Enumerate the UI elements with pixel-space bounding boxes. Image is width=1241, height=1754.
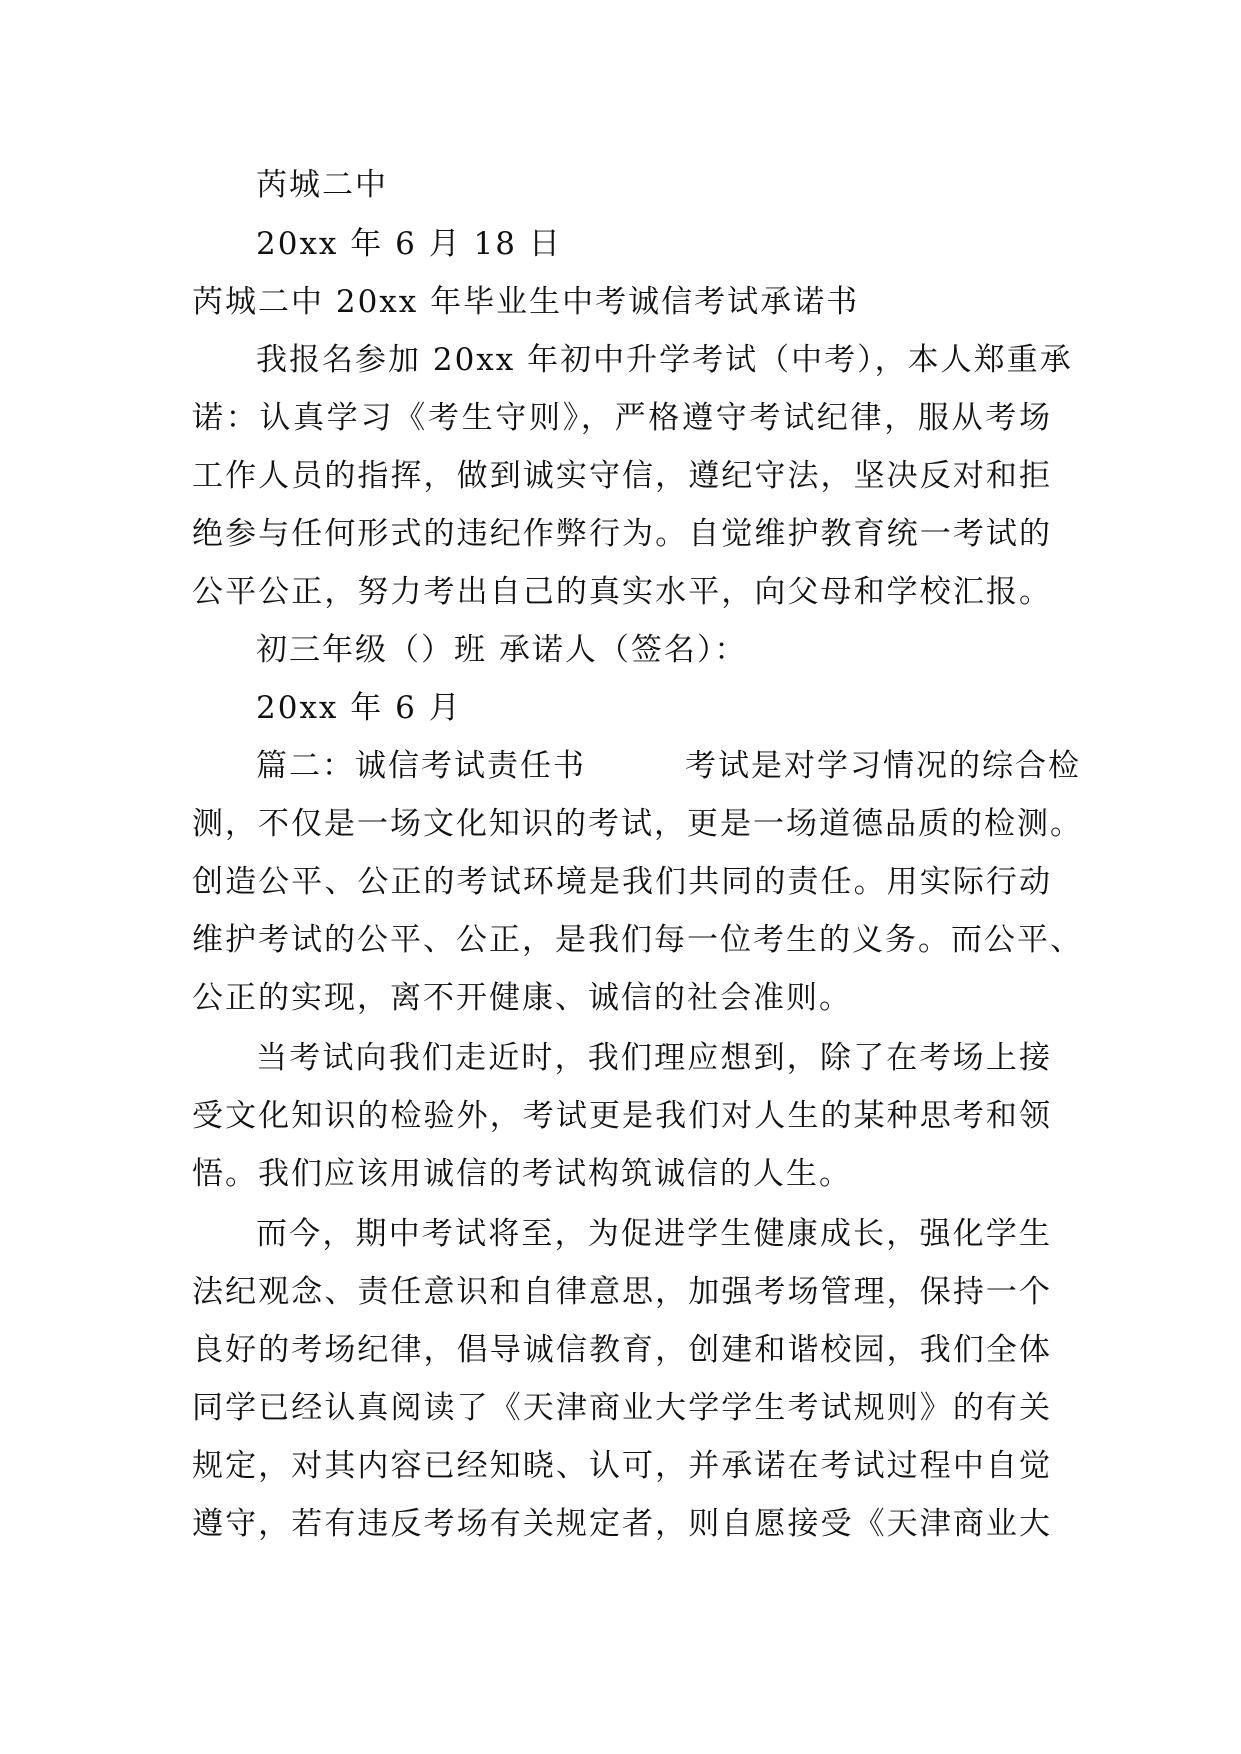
paragraph-line: 诺：认真学习《考生守则》，严格遵守考试纪律，服从考场 [192,400,1052,436]
signature-date: 20xx 年 6 月 [256,690,462,726]
paragraph-line: 良好的考场纪律，倡导诚信教育，创建和谐校园，我们全体 [192,1332,1052,1368]
paragraph-line: 维护考试的公平、公正，是我们每一位考生的义务。而公平、 [192,922,1083,958]
paragraph-line: 当考试向我们走近时，我们理应想到，除了在考场上接 [256,1040,1052,1076]
paragraph-line: 遵守，若有违反考场有关规定者，则自愿接受《天津商业大 [192,1506,1052,1542]
date-line: 20xx 年 6 月 18 日 [256,226,562,262]
paragraph-line: 受文化知识的检验外，考试更是我们对人生的某种思考和领 [192,1098,1052,1134]
paragraph-line: 我报名参加 20xx 年初中升学考试（中考），本人郑重承 [256,342,1073,378]
paragraph-line: 测，不仅是一场文化知识的考试，更是一场道德品质的检测。 [192,806,1083,842]
paragraph-line: 创造公平、公正的考试环境是我们共同的责任。用实际行动 [192,864,1052,900]
paragraph-line: 法纪观念、责任意识和自律意思，加强考场管理，保持一个 [192,1274,1052,1310]
signature-line: 初三年级（）班 承诺人（签名）： [256,632,748,668]
paragraph-line: 规定，对其内容已经知晓、认可，并承诺在考试过程中自觉 [192,1448,1052,1484]
paragraph-line: 而今，期中考试将至，为促进学生健康成长，强化学生 [256,1216,1052,1252]
paragraph-line: 绝参与任何形式的违纪作弊行为。自觉维护教育统一考试的 [192,516,1052,552]
paragraph-line: 公正的实现，离不开健康、诚信的社会准则。 [192,980,852,1016]
school-name: 芮城二中 [256,167,388,203]
section-heading-line: 篇二：诚信考试责任书 考试是对学习情况的综合检 [256,748,1081,784]
document-title: 芮城二中 20xx 年毕业生中考诚信考试承诺书 [192,284,860,320]
paragraph-line: 同学已经认真阅读了《天津商业大学学生考试规则》的有关 [192,1390,1052,1426]
paragraph-line: 工作人员的指挥，做到诚实守信，遵纪守法，坚决反对和拒 [192,458,1052,494]
paragraph-line: 公平公正，努力考出自己的真实水平，向父母和学校汇报。 [192,574,1052,610]
paragraph-line: 悟。我们应该用诚信的考试构筑诚信的人生。 [192,1156,852,1192]
